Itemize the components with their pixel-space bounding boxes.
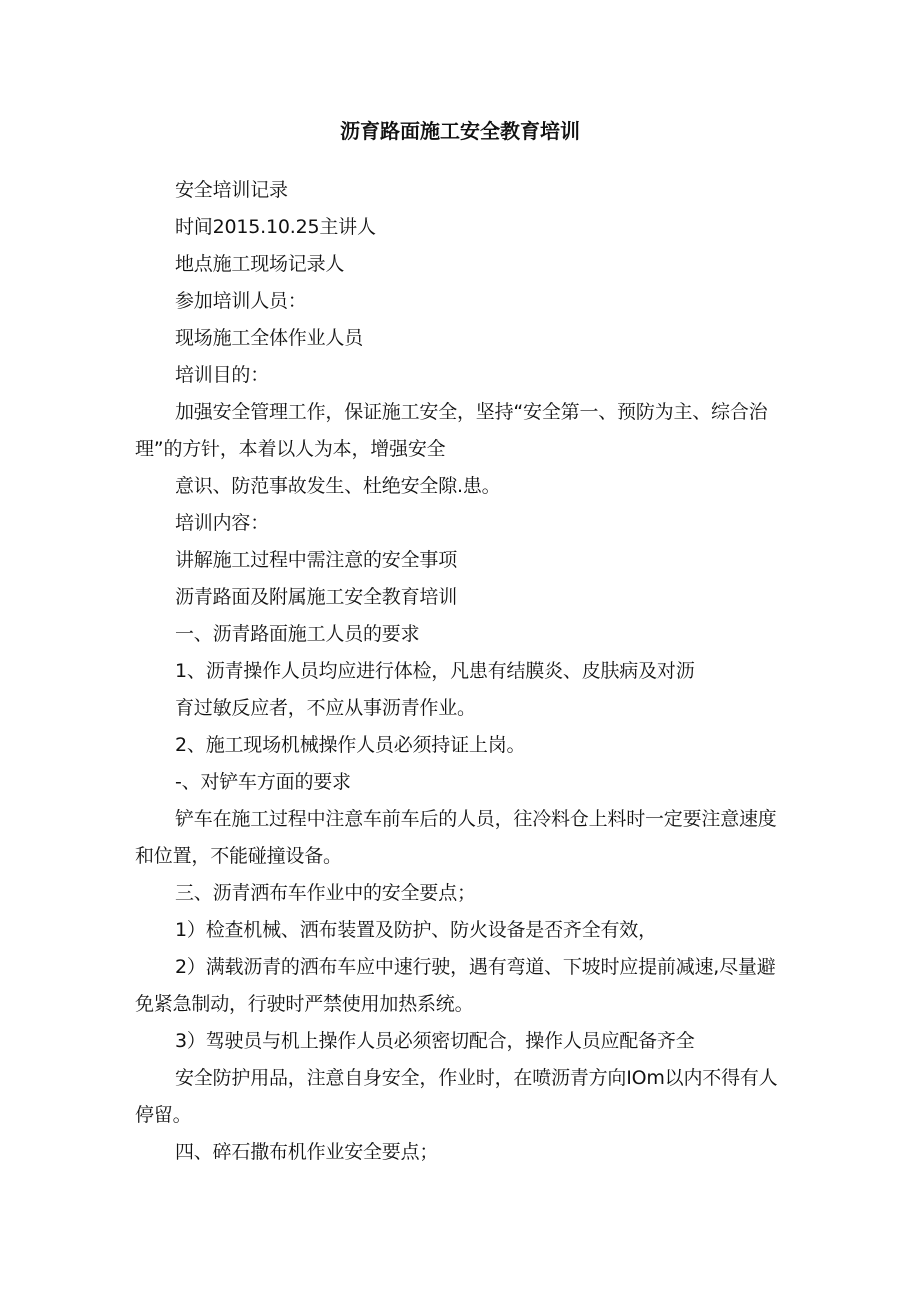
paragraph-loader: 铲车在施工过程中注意车前车后的人员，往冷料仓上料时一定要注意速度和位置，不能碰撞设备。 [135, 808, 777, 867]
paragraph-location-recorder: 地点施工现场记录人 [175, 253, 345, 275]
paragraph-purpose-heading: 培训目的： [175, 364, 270, 386]
paragraph-content-summary: 讲解施工过程中需注意的安全事项 [175, 549, 458, 571]
paragraph-step-3-continued: 安全防护用品，注意自身安全，作业时，在喷沥青方向IOm以内不得有人停留。 [135, 1067, 778, 1126]
paragraph-purpose-continued: 意识、防范事故发生、杜绝安全隙.患。 [175, 475, 501, 497]
document-body [135, 172, 785, 1171]
section-heading-2: -、对铲车方面的要求 [175, 771, 351, 793]
paragraph-item-2: 2、施工现场机械操作人员必须持证上岗。 [175, 734, 526, 756]
paragraph-content-heading: 培训内容： [175, 512, 270, 534]
paragraph-item-1: 1、沥青操作人员均应进行体检，凡患有结膜炎、皮肤病及对沥 [175, 660, 695, 682]
section-heading-4: 四、碎石撒布机作业安全要点； [175, 1141, 439, 1163]
paragraph-participants: 现场施工全体作业人员 [175, 327, 364, 349]
paragraph-step-1: 1）检查机械、洒布装置及防护、防火设备是否齐全有效， [175, 919, 657, 941]
section-heading-3: 三、沥青洒布车作业中的安全要点； [175, 882, 476, 904]
paragraph-content-topic: 沥青路面及附属施工安全教育培训 [175, 586, 458, 608]
section-heading-1: 一、沥青路面施工人员的要求 [175, 623, 420, 645]
paragraph-step-3: 3）驾驶员与机上操作人员必须密切配合，操作人员应配备齐全 [175, 1030, 695, 1052]
paragraph-step-2: 2）满载沥青的洒布车应中速行驶，遇有弯道、下坡时应提前减速,尽量避免紧急制动，行驶时严禁使用加热系统。 [135, 956, 776, 1015]
paragraph-training-record: 安全培训记录 [175, 179, 288, 201]
paragraph-time-speaker: 时间2015.10.25主讲人 [175, 216, 376, 238]
paragraph-participants-heading: 参加培训人员： [175, 290, 307, 312]
paragraph-purpose: 加强安全管理工作，保证施工安全，坚持“安全第一、预防为主、综合治理”的方针，本着以人为本，增强安全 [135, 401, 768, 460]
document-title: 沥育路面施工安全教育培训 [340, 119, 580, 143]
paragraph-item-1-continued: 育过敏反应者，不应从事沥青作业。 [175, 697, 476, 719]
